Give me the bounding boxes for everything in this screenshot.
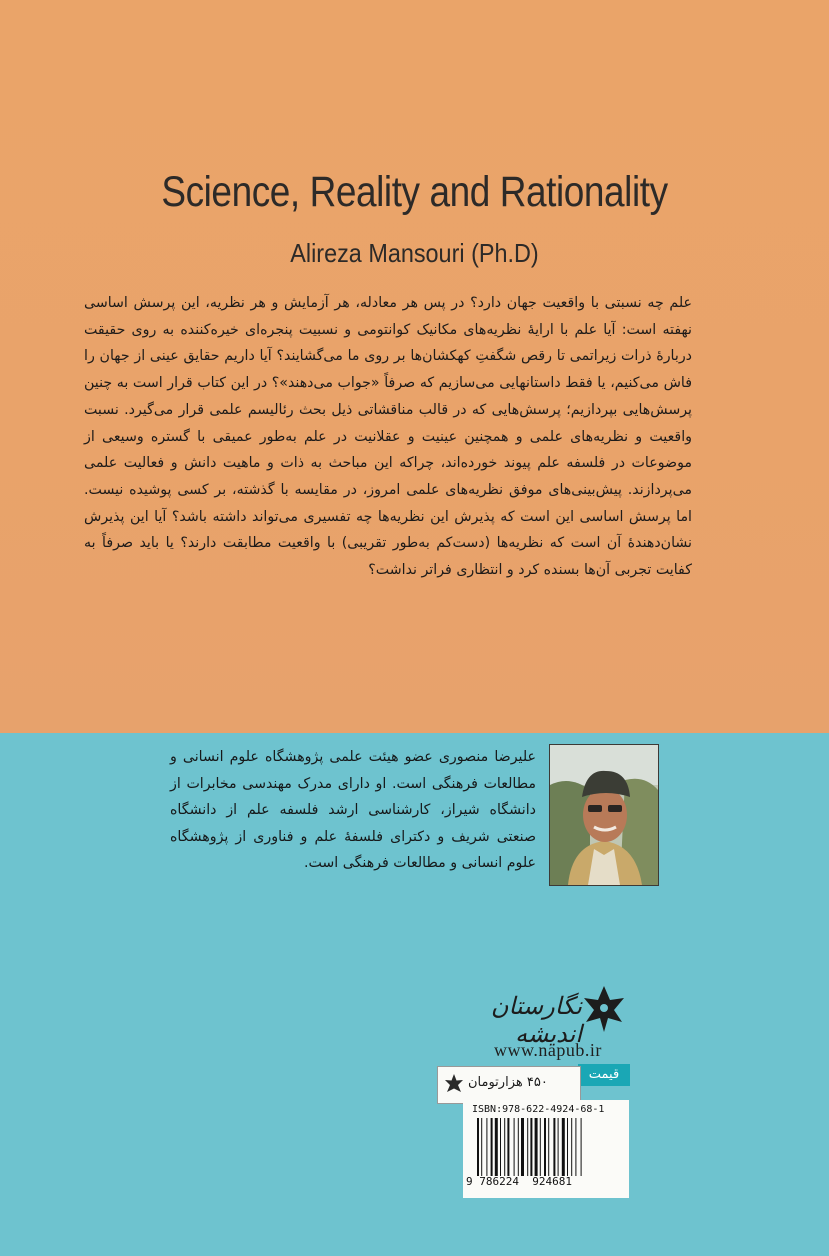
author-photo	[549, 744, 659, 886]
price-label: قیمت	[578, 1064, 630, 1086]
publisher-logo	[454, 980, 634, 1048]
flower-icon	[443, 1073, 465, 1095]
book-title: Science, Reality and Rationality	[161, 168, 668, 216]
barcode-digits: 9 786224 924681	[466, 1175, 572, 1188]
isbn-text: ISBN:978-622-4924-68-1	[472, 1104, 605, 1115]
book-blurb: علم چه نسبتی با واقعیت جهان دارد؟ در پس هر معادله، هر آزمایش و هر نظریه، این پرسش اساسی نهفته است: آیا علم با ارایهٔ نظریه‌های مکانیک کوانتومی و نسبیت پنجره‌ای خیره‌کننده به روی حقیقت دربارهٔ ذرات زیراتمی تا رقص شگفتِ کهکشان‌ها بر روی ما می‌گشایند؟ آیا داریم حقایق عینی از جهان را فاش می‌کنیم، یا فقط داستانهایی می‌سازیم که صرفاً «جواب می‌دهند»؟ در این کتاب قرار است به چنین پرسش‌هایی بپردازیم؛ پرسش‌هایی که در قالب مناقشاتی ذیل بحث رئالیسم علمی قرار می‌گیرد. نسبت واقعیت و نظریه‌های علمی و همچنین عینیت و عقلانیت در علم به‌طور عمیقی با گستره وسیعی از موضوعات در فلسفه علم پیوند خورده‌اند، چراکه این مباحث به ذات و ماهیت دانش و فعالیت علمی می‌پردازند. پیش‌بینی‌های موفق نظریه‌های علمی امروز، در مقایسه با گذشته، بر کسی پوشیده نیست. اما پرسش اساسی این است که پذیرش این نظریه‌ها چه تفسیری می‌تواند داشته باشد؟ آیا این پذیرش نشان‌دهندهٔ آن است که نظریه‌ها (دست‌کم به‌طور تقریبی) با واقعیت مطابقت دارند؟ یا باید صرفاً به کفایت تجربی آن‌ها بسنده کرد و انتظاری فراتر نداشت؟	[84, 295, 692, 579]
author-bio: علیرضا منصوری عضو هیئت علمی پژوهشگاه علوم انسانی و مطالعات فرهنگی است. او دارای مدرک مهندسی مخابرات از دانشگاه شیراز، کارشناسی ارشد فلسفه علم از دانشگاه صنعتی شریف و دکترای فلسفهٔ علم و فناوری از پژوهشگاه علوم انسانی و مطالعات فرهنگی است.	[170, 749, 536, 872]
barcode-icon	[475, 1118, 623, 1176]
publisher-url: www.napub.ir	[494, 1040, 602, 1060]
flower-icon	[584, 986, 624, 1032]
book-author: Alireza Mansouri (Ph.D)	[290, 238, 539, 268]
price-sticker	[437, 1066, 581, 1104]
price-value: ۴۵۰ هزارتومان	[468, 1075, 548, 1090]
publisher-logo-text: نگارستان اندیشه	[490, 992, 582, 1048]
